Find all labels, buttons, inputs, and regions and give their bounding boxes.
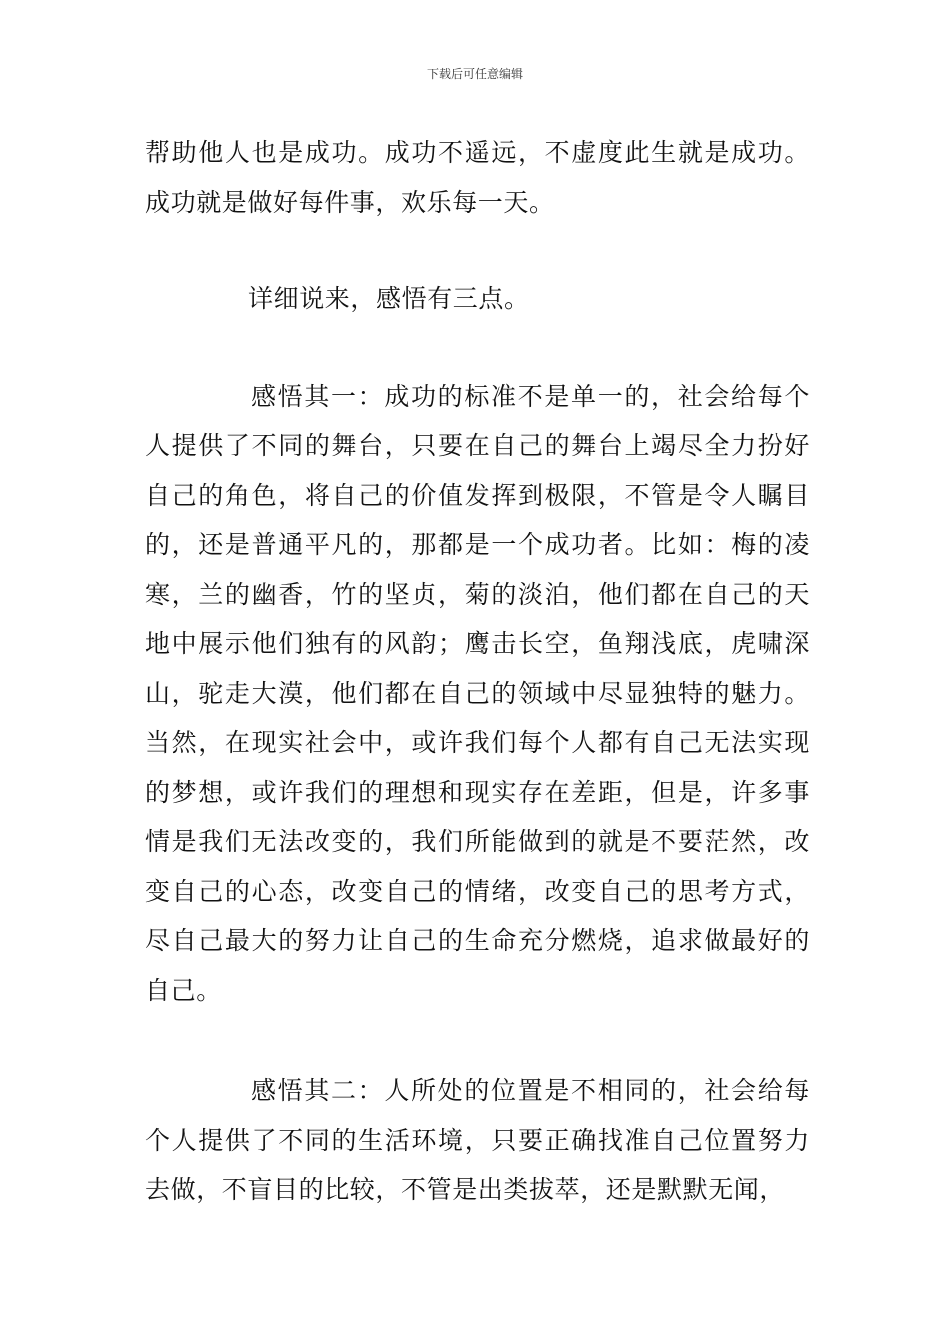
paragraph-2: 详细说来，感悟有三点。 xyxy=(248,284,530,313)
document-body xyxy=(145,128,810,1215)
paragraph-4: 感悟其二：人所处的位置是不相同的，社会给每个人提供了不同的生活环境，只要正确找准自己位置努力去做，不盲目的比较，不管是出类拔萃，还是默默无闻， xyxy=(145,1076,810,1204)
paragraph-1: 帮助他人也是成功。成功不遥远，不虚度此生就是成功。成功就是做好每件事，欢乐每一天。 xyxy=(145,138,810,217)
paragraph-3: 感悟其一：成功的标准不是单一的，社会给每个人提供了不同的舞台，只要在自己的舞台上竭尽全力扮好自己的角色，将自己的价值发挥到极限，不管是令人瞩目的，还是普通平凡的，那都是一个成功者。比如：梅的凌寒，兰的幽香，竹的坚贞，菊的淡泊，他们都在自己的天地中展示他们独有的风韵；鹰击长空，鱼翔浅底，虎啸深山，驼走大漠，他们都在自己的领域中尽显独特的魅力。当然，在现实社会中，或许我们每个人都有自己无法实现的梦想，或许我们的理想和现实存在差距，但是，许多事情是我们无法改变的，我们所能做到的就是不要茫然，改变自己的心态，改变自己的情绪，改变自己的思考方式，尽自己最大的努力让自己的生命充分燃烧，追求做最好的自己。 xyxy=(145,381,810,1005)
paragraph-spacer xyxy=(145,227,810,274)
page-header-note: 下载后可任意编辑 xyxy=(426,67,523,81)
paragraph-spacer xyxy=(145,324,810,372)
paragraph-spacer xyxy=(145,1015,810,1066)
